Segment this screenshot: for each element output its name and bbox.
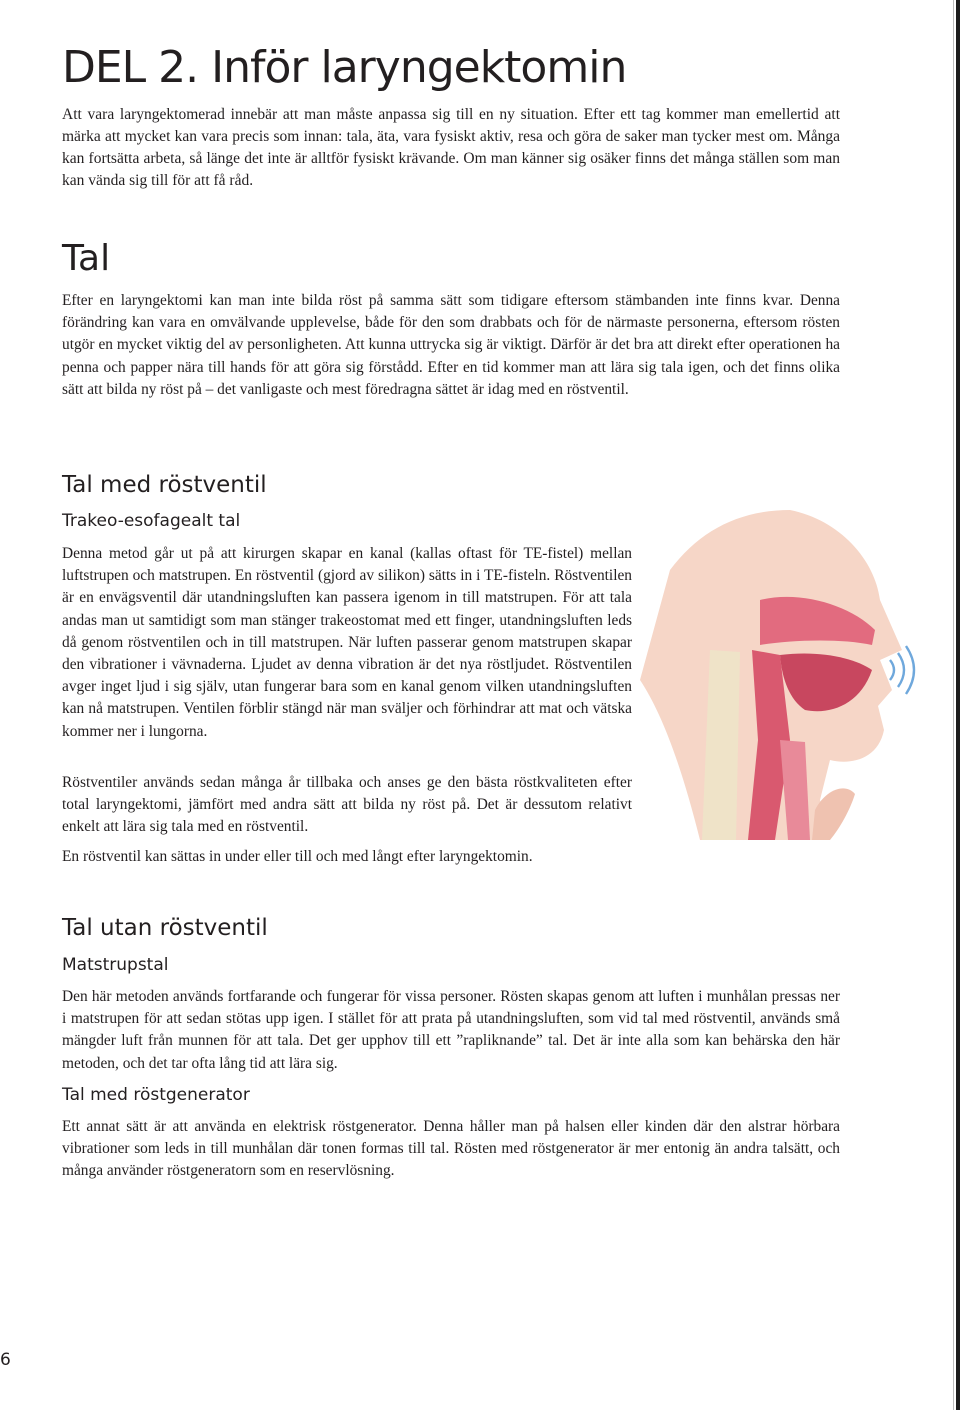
subheading-matstrupstal: Matstrupstal [62, 955, 169, 975]
page-title: DEL 2. Inför laryngektomin [62, 42, 627, 93]
section-title-med-rostventil: Tal med röstventil [62, 472, 267, 498]
throat-anatomy-illustration [640, 510, 940, 840]
subheading-rostgenerator: Tal med röstgenerator [62, 1085, 250, 1105]
intro-paragraph: Att vara laryngektomerad innebär att man måste anpassa sig till en ny situation. Efter ett tag kommer man emellertid att märka att mycket kan vara precis som innan: tala, äta, vara fysiskt aktiv, resa och göra de saker man tycker mest om. Många kan fortsätta arbeta, så länge det inte är alltför fysiskt krävande. Om man känner sig osäker finns det många ställen som man kan vända sig till för att få råd. [62, 106, 840, 189]
subheading-trakeo: Trakeo-esofagealt tal [62, 511, 241, 531]
section-title-tal: Tal [62, 238, 111, 279]
rostventil-paragraph-2: Röstventiler används sedan många år tillbaka och anses ge den bästa röstkvaliteten efter total laryngektomi, jämfört med andra sätt att bilda ny röst på. Det är dessutom relativt enkelt att lära sig tala med en röstventil. [62, 774, 632, 836]
rostgenerator-paragraph: Ett annat sätt är att använda en elektrisk röstgenerator. Denna håller man på halsen eller kinden där den alstrar hörbara vibrationer som leds in till munhålan där tonen formas till tal. Rösten med röstgenerator är mer entonig än andra talsätt, och många använder röstgeneratorn som en reservlösning. [62, 1118, 840, 1180]
rostventil-paragraph-1: Denna metod går ut på att kirurgen skapar en kanal (kallas oftast för TE-fistel) mellan luftstrupen och matstrupen. En röstventil (gjord av silikon) sätts in i TE-fisteln. Röstventilen är en envägsventil där utandningsluften kan passera igenom in till matstrupen. För att tala andas man ut samtidigt som man stänger trakeostomat med ett finger, utandningsluften leds då genom röstventilen och in till matstrupen. När luften passerar genom matstrupen skapar den vibrationer i vävnaderna. Ljudet av denna vibration är det nya röstljudet. Röstventilen avger inget ljud i sig själv, utan fungerar bara som en kanal genom vilken utandningsluften kan nå matstrupen. Ventilen förblir stängd när man sväljer och förhindrar att mat och vätska kommer ner i lungorna. [62, 545, 632, 740]
page-edge-line [953, 0, 954, 1410]
rostventil-paragraph-3: En röstventil kan sättas in under eller till och med långt efter laryngektomin. [62, 848, 533, 865]
page-edge [956, 0, 960, 1410]
section-title-utan-rostventil: Tal utan röstventil [62, 915, 268, 941]
tal-paragraph: Efter en laryngektomi kan man inte bilda röst på samma sätt som tidigare eftersom stämbanden inte finns kvar. Denna förändring kan vara en omvälvande upplevelse, både för den som drabbats och för de närmaste personerna, eftersom rösten utgör en mycket viktig del av personligheten. Att kunna uttrycka sig är viktigt. Därför är det bra att direkt efter operationen ha penna och papper nära till hands för att göra sig förstådd. Efter en tid kommer man att lära sig tala igen, och det finns olika sätt att bilda ny röst på – det vanligaste och mest föredragna sättet är idag med en röstventil. [62, 292, 840, 398]
matstrupstal-paragraph: Den här metoden används fortfarande och fungerar för vissa personer. Rösten skapas genom att luften i munhålan pressas ner i matstrupen för att sedan stötas upp igen. I stället för att prata på utandningsluften, som vid tal med röstventil, används små mängder luft från munnen för att tala. Det ger upphov till ett ”rapliknande” tal. Det är inte alla som kan behärska den här metoden, och det tar ofta lång tid att lära sig. [62, 988, 840, 1072]
page-number: 6 [0, 1350, 11, 1370]
